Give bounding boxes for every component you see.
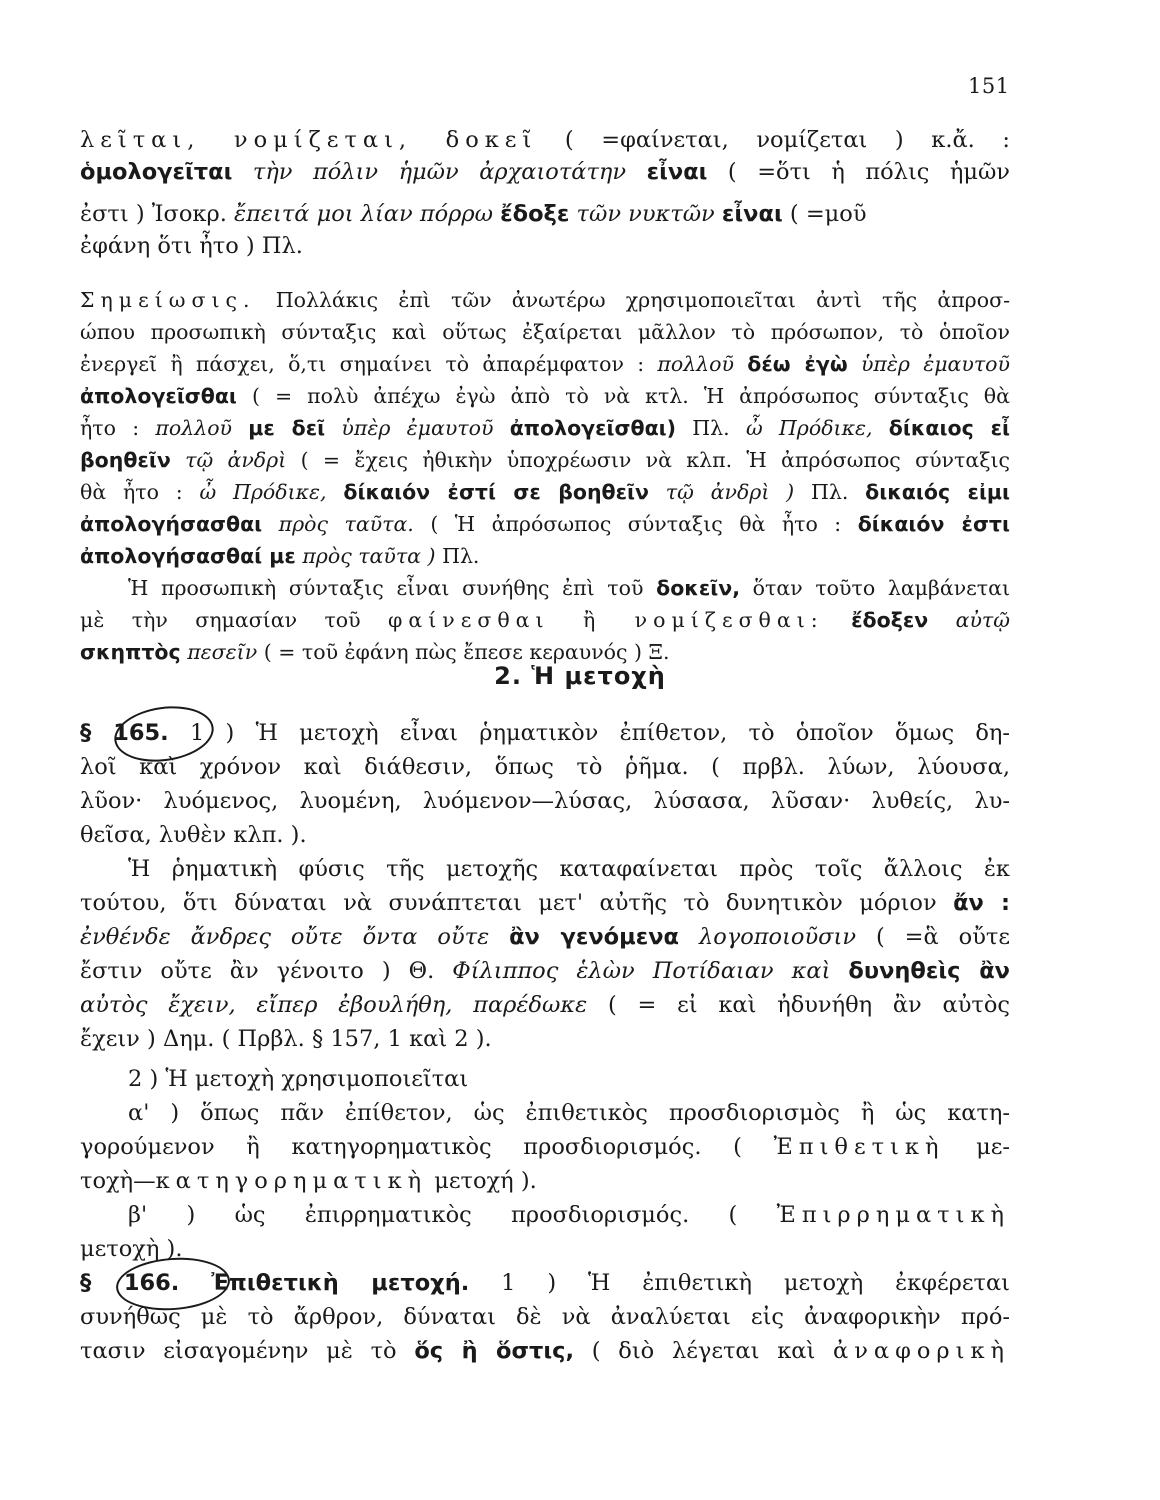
text-run: 1 ) Ἡ ἐπιθετικὴ μετοχὴ ἐκφέρεται <box>469 1270 1010 1296</box>
text-line <box>80 1336 1010 1366</box>
text-run: ἐνεργεῖ ἢ πάσχει, ὅ,τι σημαίνει τὸ ἀπαρέμφατον : <box>80 352 658 376</box>
text-run: μετοχή ). <box>427 1168 537 1194</box>
text-run: δίκαιος εἶ <box>888 416 1011 440</box>
text-line <box>80 199 1010 229</box>
text-run: § 165. <box>80 720 169 746</box>
text-line <box>80 1064 1010 1094</box>
text-run: Φίλιππος ἑλὼν Ποτίδαιαν καὶ <box>452 958 849 984</box>
text-run: βοηθεῖν <box>80 448 171 472</box>
text-run: ( =φαίνεται, νομίζεται ) κ.ἄ. : <box>537 127 1010 153</box>
text-run: ἐφάνη ὅτι ἦτο ) Πλ. <box>80 233 303 259</box>
text-run: ὑπὲρ ἐμαυτοῦ <box>325 416 510 440</box>
text-line <box>80 413 1010 443</box>
text-line <box>80 1024 1010 1054</box>
text-run: ἔπειτά μοι λίαν πόρρω <box>234 201 501 227</box>
text-line <box>80 541 1010 571</box>
text-line <box>80 573 1010 603</box>
text-run: Ἐπιθετικὴ μετοχή. <box>211 1270 470 1296</box>
text-run: τῷ ἀνδρὶ ) <box>649 480 795 504</box>
text-run: τῶν νυκτῶν <box>569 201 722 227</box>
text-run: ὅταν τοῦτο λαμβάνεται <box>740 576 1010 600</box>
text-run: δίκαιόν ἐστι <box>857 512 1011 536</box>
text-run: δίκαιόν ἐστί σε βοηθεῖν <box>343 480 649 504</box>
text-line <box>80 1166 1010 1196</box>
text-run: β' ) ὡς ἐπιρρηματικὸς προσδιορισμός. ( <box>128 1202 777 1228</box>
text-line <box>80 509 1010 539</box>
text-line <box>80 231 1010 261</box>
text-run: μὲ τὴν σημασίαν τοῦ <box>80 608 389 632</box>
text-run: ώπου προσωπικὴ σύνταξις καὶ οὕτως ἐξαίρεται μᾶλλον τὸ πρόσωπον, τὸ ὁποῖον <box>80 320 1010 344</box>
text-run: ἔχειν ) Δημ. ( Πρβλ. § 157, 1 καὶ 2 ). <box>80 1026 492 1052</box>
text-run: α' ) ὅπως πᾶν ἐπίθετον, ὡς ἐπιθετικὸς προσδιορισμὸς ἢ ὡς κατη- <box>128 1100 1010 1126</box>
text-line <box>80 477 1010 507</box>
text-run: εἶναι <box>721 201 783 227</box>
text-line <box>80 1302 1010 1332</box>
text-run: πολλοῦ <box>657 352 748 376</box>
text-run: ( =μοῦ <box>782 201 867 227</box>
text-run: με- <box>944 1134 1010 1160</box>
text-run: λεῖται, νομίζεται, δοκεῖ <box>80 127 538 153</box>
text-run: κατηγορηματικὴ <box>155 1168 428 1194</box>
text-run: ἀπολογήσασθαι <box>80 512 263 536</box>
text-run: πολλοῦ <box>155 416 249 440</box>
text-run: αὐτῷ <box>928 608 1010 632</box>
text-line <box>80 752 1010 782</box>
text-run: ἐνθένδε ἄνδρες οὔτε ὄντα οὔτε <box>80 924 510 950</box>
text-line <box>80 381 1010 411</box>
text-run: ἄν : <box>953 890 1010 916</box>
text-run: 1 ) Ἡ μετοχὴ εἶναι ῥηματικὸν ἐπίθετον, τὸ ὁποῖον ὅμως δη- <box>168 720 1011 746</box>
text-run: ἀπολογεῖσθαι) <box>509 416 677 440</box>
text-run: δικαιός εἰμι <box>865 480 1011 504</box>
text-run: ἐστι ) Ἰσοκρ. <box>80 201 235 227</box>
text-run: ( =ἃ οὔτε <box>875 924 1011 950</box>
text-line <box>80 349 1010 379</box>
text-run: ἀναφορικὴ <box>833 1338 1010 1364</box>
text-line <box>80 888 1010 918</box>
text-line <box>80 1132 1010 1162</box>
text-run: ( = πολὺ ἀπέχω ἐγὼ ἀπὸ τὸ νὰ κτλ. Ἡ ἀπρόσωπος σύνταξις θὰ <box>236 384 1010 408</box>
text-run: ( =ὅτι ἡ πόλις ἡμῶν <box>707 159 1010 185</box>
text-run: Σημείωσις. <box>80 288 256 312</box>
text-run: λοῖ καὶ χρόνον καὶ διάθεσιν, ὅπως τὸ ῥῆμα. ( πρβλ. λύων, λύουσα, <box>80 754 1010 780</box>
text-run: Ἐπιρρηματικὴ <box>776 1202 1010 1228</box>
text-run: Πλ. <box>794 480 866 504</box>
text-line <box>80 317 1010 347</box>
text-line <box>80 125 1010 155</box>
text-run: Ἐπιθετικὴ <box>773 1134 945 1160</box>
text-line <box>80 854 1010 884</box>
text-run: σκηπτὸς <box>80 640 181 664</box>
text-line <box>80 1098 1010 1128</box>
page-number: 151 <box>968 74 1010 98</box>
text-run: Ἡ προσωπικὴ σύνταξις εἶναι συνήθης ἐπὶ τοῦ <box>128 576 657 600</box>
text-run: ὅς ἢ ὅστις, <box>414 1338 575 1364</box>
text-line <box>80 445 1010 475</box>
text-run: τοχὴ— <box>80 1168 156 1194</box>
text-run: γορούμενον ἢ κατηγορηματικὸς προσδιορισμός. ( <box>80 1134 774 1160</box>
text-run: λογοποιοῦσιν <box>679 924 876 950</box>
text-run: τασιν εἰσαγομένην μὲ τὸ <box>80 1338 415 1364</box>
text-line <box>80 157 1010 187</box>
text-run: θὰ ἦτο : <box>80 480 200 504</box>
text-run: ἔδοξε <box>500 201 570 227</box>
text-run: ( = εἰ καὶ ἠδυνήθη ἂν αὐτὸς <box>607 992 1010 1018</box>
text-run: λῦον· λυόμενος, λυομένη, λυόμενον—λύσας, λύσασα, λῦσαν· λυθείς, λυ- <box>80 788 1010 814</box>
text-line <box>80 922 1010 952</box>
text-run: τῷ ἀνδρὶ <box>170 448 301 472</box>
text-run: δυνηθεὶς ἂν <box>848 958 1010 984</box>
text-run: φαίνεσθαι ἢ νομίζεσθαι: <box>388 608 824 632</box>
text-line <box>80 1234 1010 1264</box>
text-line <box>80 820 1010 850</box>
text-run: τούτου, ὅτι δύναται νὰ συνάπτεται μετ' αὐτῆς τὸ δυνητικὸν μόριον <box>80 890 954 916</box>
text-run: ὑπὲρ ἐμαυτοῦ <box>847 352 1010 376</box>
text-run: πρὸς ταῦτα. <box>262 512 431 536</box>
text-run: τὴν πόλιν ἡμῶν ἀρχαιοτάτην <box>232 159 647 185</box>
text-run: δοκεῖν, <box>656 576 740 600</box>
text-line <box>80 285 1010 315</box>
text-run: ( = τοῦ ἐφάνη πὼς ἔπεσε κεραυνός ) Ξ. <box>263 640 670 664</box>
text-run: ( διὸ λέγεται καὶ <box>574 1338 834 1364</box>
text-run: ἦτο : <box>80 416 156 440</box>
section-heading: 2. Ἡ μετοχὴ <box>494 662 666 690</box>
text-line <box>80 605 1010 635</box>
text-run: ἂν γενόμενα <box>509 924 680 950</box>
text-run: ὦ Πρόδικε, <box>745 416 889 440</box>
text-run: ( = ἔχεις ἠθικὴν ὑποχρέωσιν νὰ κλπ. Ἡ ἀπρόσωπος σύνταξις <box>300 448 1010 472</box>
text-run: θεῖσα, λυθὲν κλπ. ). <box>80 822 307 848</box>
text-run: 2 ) Ἡ μετοχὴ χρησιμοποιεῖται <box>128 1066 469 1092</box>
text-run <box>824 608 851 632</box>
text-run: συνήθως μὲ τὸ ἄρθρον, δύναται δὲ νὰ ἀναλύεται εἰς ἀναφορικὴν πρό- <box>80 1304 1010 1330</box>
text-line <box>80 1200 1010 1230</box>
text-run: ἀπολογεῖσθαι <box>80 384 237 408</box>
text-run: μετοχὴ ). <box>80 1236 183 1262</box>
text-run: δέω ἐγὼ <box>747 352 848 376</box>
text-run: ὁμολογεῖται <box>80 159 233 185</box>
text-run: ἔστιν οὔτε ἂν γένοιτο ) Θ. <box>80 958 453 984</box>
text-run: ἔδοξεν <box>851 608 929 632</box>
text-run: με δεῖ <box>248 416 326 440</box>
text-run: εἶναι <box>646 159 708 185</box>
text-line <box>80 990 1010 1020</box>
text-run: ἀπολογήσασθαί με <box>80 544 296 568</box>
text-run: πεσεῖν <box>180 640 264 664</box>
text-run: ὦ Πρόδικε, <box>199 480 344 504</box>
text-run: αὐτὸς ἔχειν, εἴπερ ἐβουλήθη, παρέδωκε <box>80 992 608 1018</box>
text-line <box>80 956 1010 986</box>
text-run: Πλ. <box>442 544 480 568</box>
text-run: πρὸς ταῦτα ) <box>295 544 443 568</box>
text-run: Πολλάκις ἐπὶ τῶν ἀνωτέρω χρησιμοποιεῖται ἀντὶ τῆς ἀπροσ- <box>255 288 1010 312</box>
text-run: Ἡ ῥηματικὴ φύσις τῆς μετοχῆς καταφαίνεται πρὸς τοῖς ἄλλοις ἐκ <box>128 856 1010 882</box>
text-run: ( Ἡ ἀπρόσωπος σύνταξις θὰ ἦτο : <box>430 512 858 536</box>
text-run: § 166. <box>80 1270 180 1296</box>
text-line <box>80 786 1010 816</box>
text-line <box>80 718 1010 748</box>
text-run: Πλ. <box>676 416 746 440</box>
